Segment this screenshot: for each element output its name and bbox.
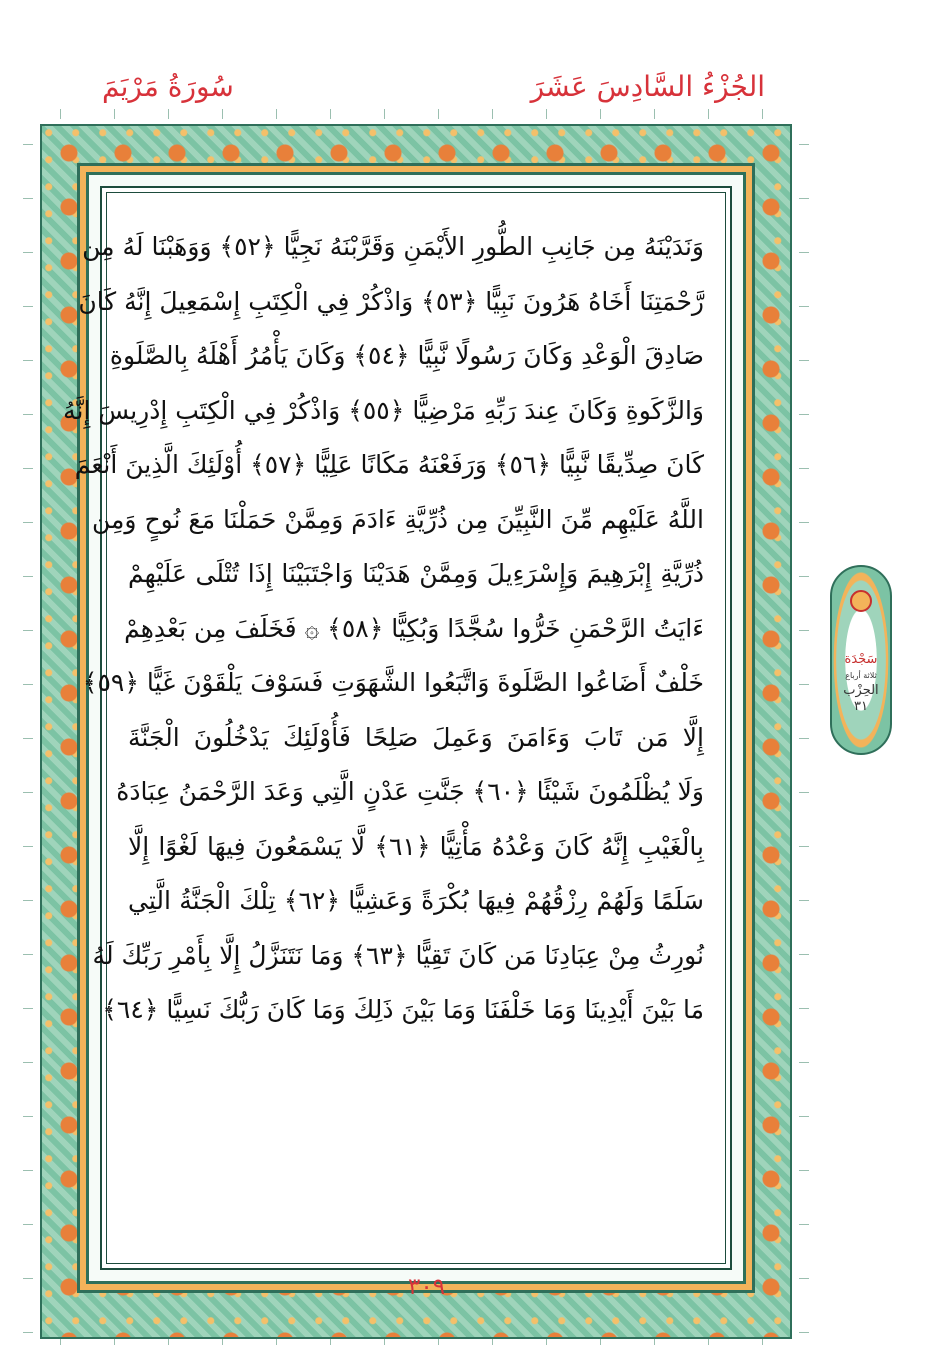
frame-tick (799, 1224, 809, 1225)
frame-tick (23, 468, 33, 469)
frame-top-ticks (40, 104, 792, 124)
frame-tick (23, 252, 33, 253)
verse-line: مَا بَيْنَ أَيْدِينَا وَمَا خَلْفَنَا وَمَا بَيْنَ ذَلِكَ وَمَا كَانَ رَبُّكَ نَسِيًّا ﴿٦٤﴾ (102, 995, 704, 1024)
frame-tick (276, 109, 277, 119)
frame-tick (23, 1224, 33, 1225)
verse-line: إِلَّا مَن تَابَ وَءَامَنَ وَعَمِلَ صَلِحًا فَأُوْلَئِكَ يَدْخُلُونَ الْجَنَّةَ (128, 722, 704, 752)
frame-tick (799, 1170, 809, 1171)
frame-tick (799, 738, 809, 739)
frame-tick (799, 1062, 809, 1063)
frame-tick (799, 360, 809, 361)
frame-tick (23, 198, 33, 199)
frame-tick (23, 1008, 33, 1009)
frame-tick (799, 1116, 809, 1117)
frame-tick (23, 414, 33, 415)
verse-line: وَلَا يُظْلَمُونَ شَيْئًا ﴿٦٠﴾ جَنَّتِ عَدْنٍ الَّتِي وَعَدَ الرَّحْمَنُ عِبَادَهُ (116, 777, 704, 806)
frame-tick (23, 360, 33, 361)
frame-tick (762, 109, 763, 119)
juz-title: الجُزْءُ السَّادِسَ عَشَرَ (530, 70, 765, 103)
frame-left-ticks (18, 124, 38, 1339)
quarters-label: ثلاثة أرباع (845, 671, 877, 680)
frame-tick (23, 684, 33, 685)
page-number: ٣٠٩ (408, 1274, 446, 1300)
verse-line: صَادِقَ الْوَعْدِ وَكَانَ رَسُولًا نَّبِيًّا ﴿٥٤﴾ وَكَانَ يَأْمُرُ أَهْلَهُ بِالصَّلَوةِ (109, 341, 704, 370)
frame-tick (799, 954, 809, 955)
verse-line: ءَايَتُ الرَّحْمَنِ خَرُّوا سُجَّدًا وَبُكِيًّا ﴿٥٨﴾ ۞ فَخَلَفَ مِن بَعْدِهِمْ (124, 613, 704, 643)
frame-tick (23, 1170, 33, 1171)
verse-line: بِالْغَيْبِ إِنَّهُ كَانَ وَعْدُهُ مَأْتِيًّا ﴿٦١﴾ لَّا يَسْمَعُونَ فِيهَا لَغْوًا إِلَّا (128, 831, 704, 861)
frame-tick (799, 846, 809, 847)
frame-tick (799, 630, 809, 631)
frame-right-ticks (794, 124, 814, 1339)
frame-tick (23, 846, 33, 847)
frame-tick (654, 109, 655, 119)
frame-tick (799, 414, 809, 415)
frame-tick (799, 1008, 809, 1009)
frame-tick (60, 109, 61, 119)
frame-tick (799, 576, 809, 577)
frame-tick (492, 109, 493, 119)
frame-tick (168, 109, 169, 119)
flower-ornament-icon (850, 590, 872, 612)
frame-tick (799, 252, 809, 253)
frame-tick (23, 900, 33, 901)
verse-line: نُورِثُ مِنْ عِبَادِنَا مَن كَانَ تَقِيًّا ﴿٦٣﴾ وَمَا نَتَنَزَّلُ إِلَّا بِأَمْرِ رَبِّكَ لَهُ (92, 940, 704, 970)
frame-tick (799, 144, 809, 145)
quran-text-block (63, 220, 704, 1038)
frame-tick (23, 954, 33, 955)
verse-line: ذُرِّيَّةِ إِبْرَهِيمَ وَإِسْرَءِيلَ وَمِمَّنْ هَدَيْنَا وَاجْتَبَيْنَا إِذَا تُتْلَى عَلَيْهِمْ (128, 559, 704, 588)
frame-tick (23, 144, 33, 145)
hizb-label: الحِزْب (843, 683, 879, 698)
frame-tick (799, 1332, 809, 1333)
verse-line: رَّحْمَتِنَا أَخَاهُ هَرُونَ نَبِيًّا ﴿٥٣﴾ وَاذْكُرْ فِي الْكِتَبِ إِسْمَعِيلَ إِنَّهُ كَانَ (78, 286, 704, 316)
verse-line: اللَّهُ عَلَيْهِم مِّنَ النَّبِيِّنَ مِن ذُرِّيَّةِ ءَادَمَ وَمِمَّنْ حَمَلْنَا مَعَ نُوحٍ وَمِن (92, 504, 704, 534)
frame-tick (23, 1332, 33, 1333)
verse-line: كَانَ صِدِّيقًا نَّبِيًّا ﴿٥٦﴾ وَرَفَعْنَهُ مَكَانًا عَلِيًّا ﴿٥٧﴾ أُوْلَئِكَ الَّذِينَ أَنْعَمَ (74, 450, 704, 479)
surah-title: سُورَةُ مَرْيَمَ (102, 70, 234, 103)
frame-tick (799, 900, 809, 901)
frame-tick (799, 792, 809, 793)
frame-tick (23, 630, 33, 631)
frame-tick (384, 109, 385, 119)
frame-tick (23, 522, 33, 523)
frame-tick (438, 109, 439, 119)
frame-tick (799, 198, 809, 199)
frame-tick (799, 1278, 809, 1279)
frame-tick (23, 1062, 33, 1063)
frame-tick (222, 109, 223, 119)
hizb-number: ٣١ (854, 699, 868, 714)
frame-tick (799, 684, 809, 685)
frame-tick (708, 109, 709, 119)
verse-line: سَلَمًا وَلَهُمْ رِزْقُهُمْ فِيهَا بُكْرَةً وَعَشِيًّا ﴿٦٢﴾ تِلْكَ الْجَنَّةُ الَّتِي (128, 886, 704, 915)
verse-line: وَنَدَيْنَهُ مِن جَانِبِ الطُّورِ الأَيْمَنِ وَقَرَّبْنَهُ نَجِيًّا ﴿٥٢﴾ وَوَهَبْنَا لَهُ مِن (82, 232, 704, 261)
verse-line: خَلْفٌ أَضَاعُوا الصَّلَوةَ وَاتَّبَعُوا الشَّهَوَتِ فَسَوْفَ يَلْقَوْنَ غَيًّا ﴿٥٩﴾ (82, 668, 704, 697)
verse-line: وَالزَّكَوةِ وَكَانَ عِندَ رَبِّهِ مَرْضِيًّا ﴿٥٥﴾ وَاذْكُرْ فِي الْكِتَبِ إِدْرِيسَ إِنَّهُ (63, 395, 704, 425)
sajda-label: سَجْدَة (844, 652, 878, 667)
frame-tick (23, 306, 33, 307)
frame-tick (114, 109, 115, 119)
frame-tick (330, 109, 331, 119)
frame-tick (23, 1116, 33, 1117)
frame-tick (546, 109, 547, 119)
frame-tick (799, 522, 809, 523)
frame-tick (799, 306, 809, 307)
frame-tick (600, 109, 601, 119)
frame-tick (23, 792, 33, 793)
frame-tick (799, 468, 809, 469)
frame-tick (23, 1278, 33, 1279)
frame-tick (23, 576, 33, 577)
frame-tick (23, 738, 33, 739)
